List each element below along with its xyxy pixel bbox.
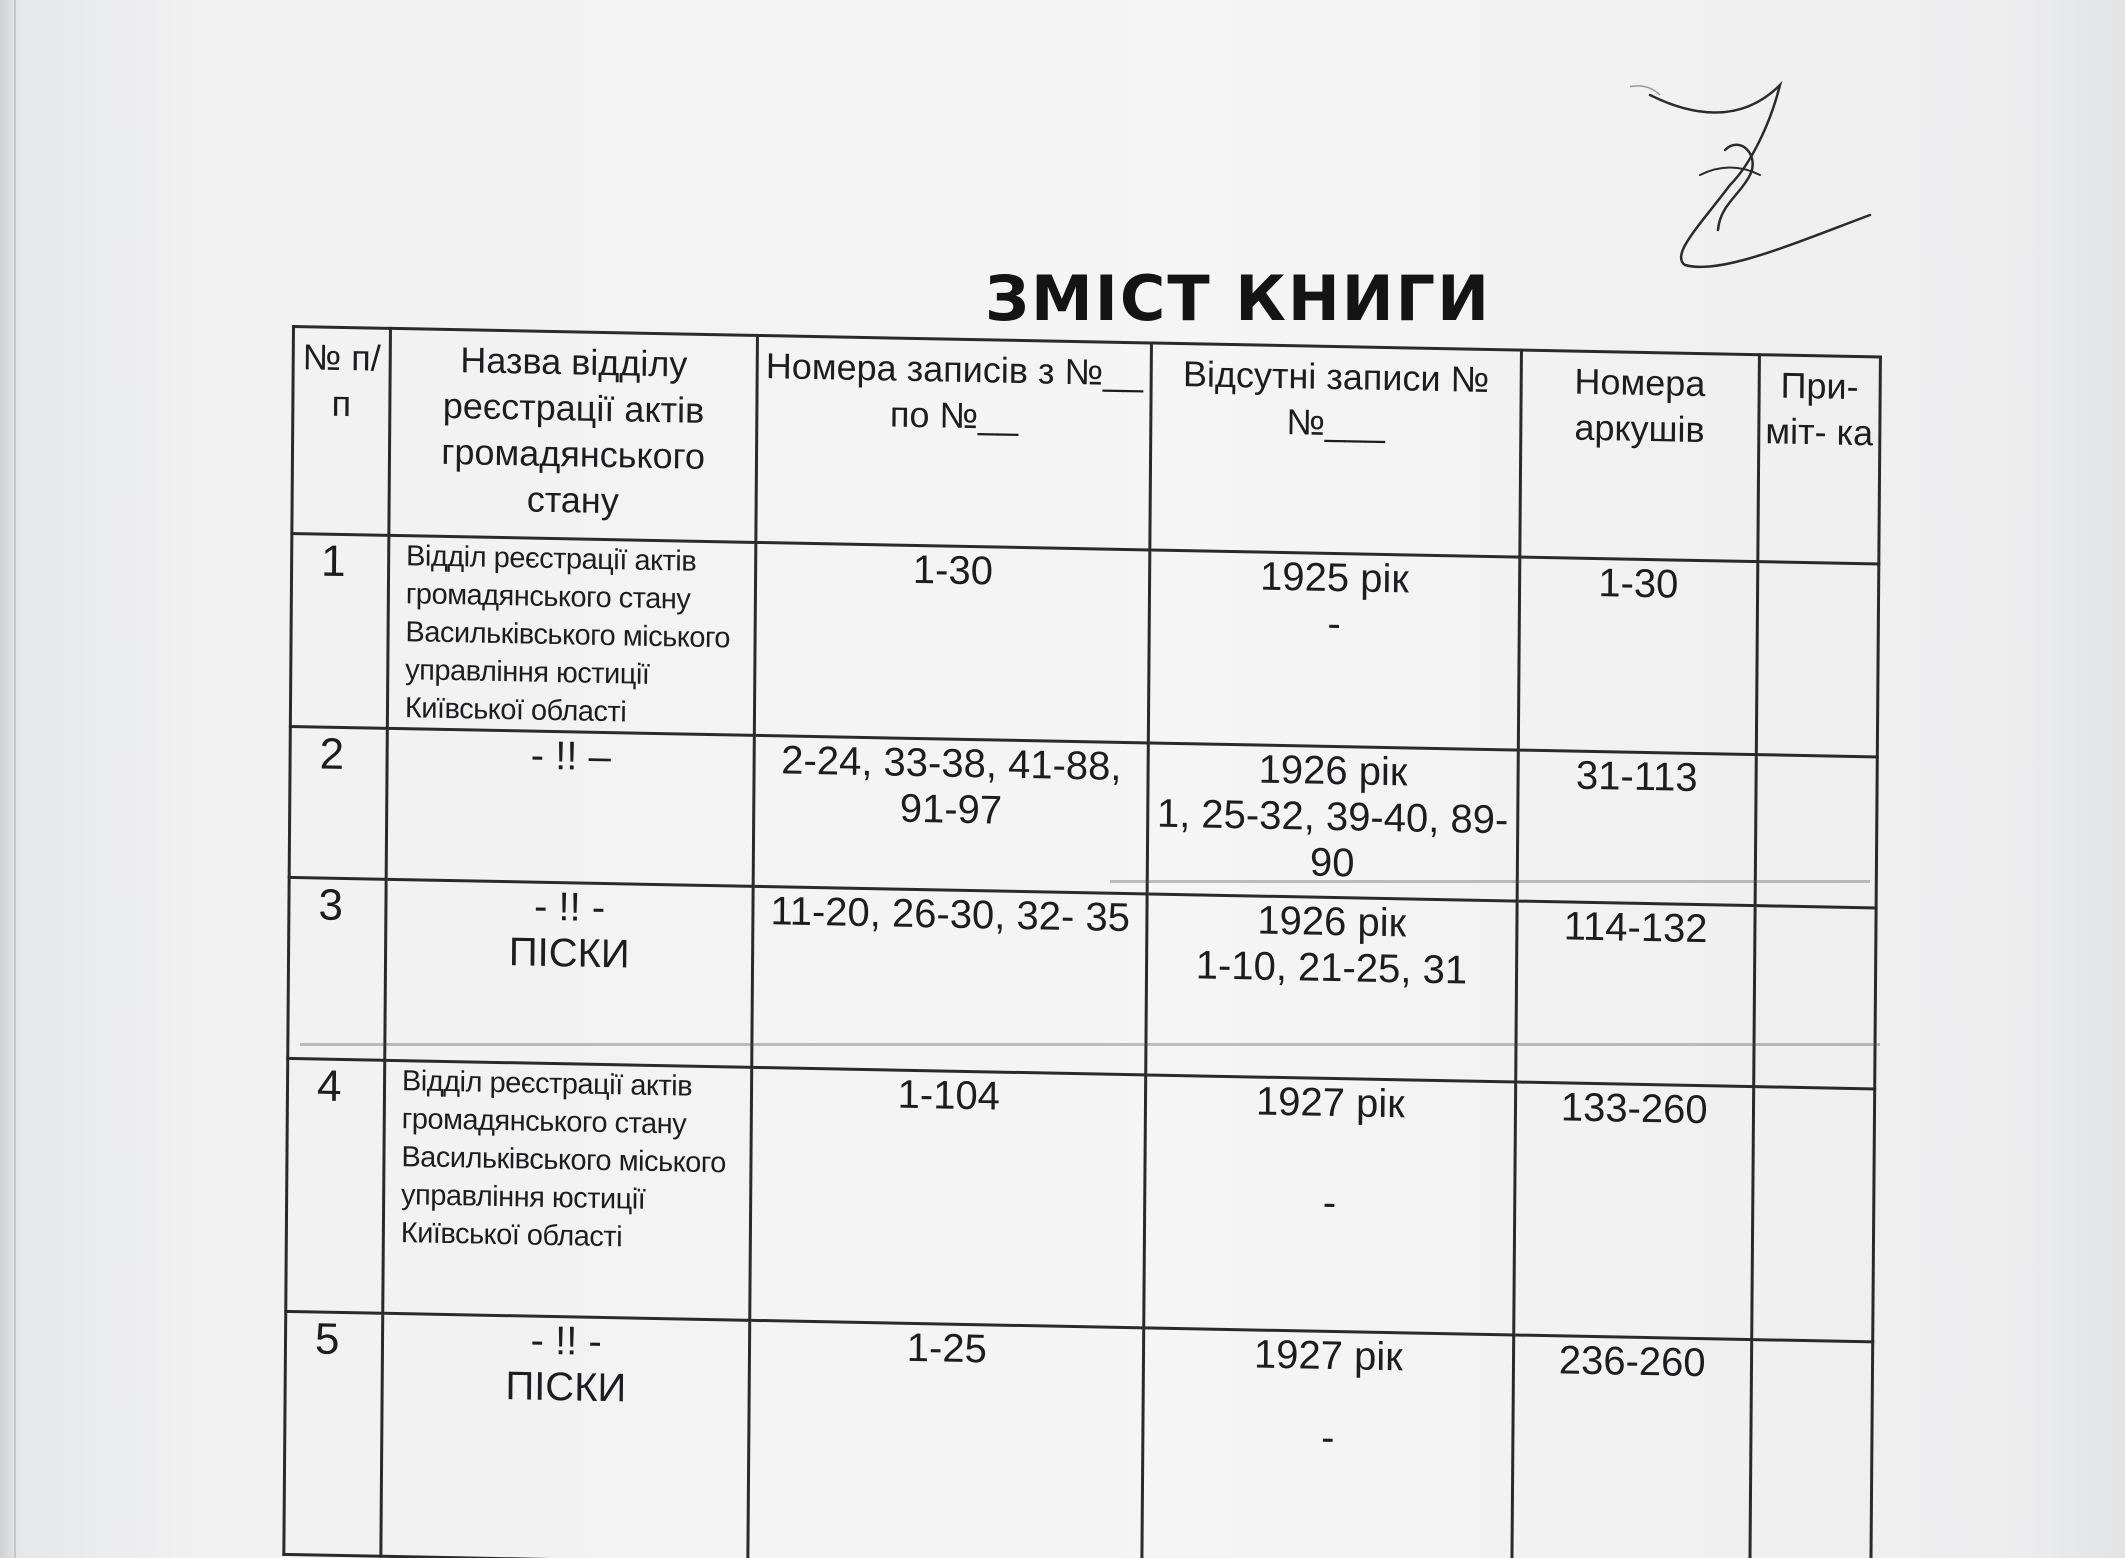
cell-note	[1750, 1340, 1873, 1558]
cell-missing	[1147, 743, 1518, 901]
handwritten-signature	[1630, 55, 1890, 295]
department-place: ПІСКИ	[505, 1364, 627, 1411]
missing-year: 1926 рік	[1257, 898, 1407, 946]
cell-sheets	[1518, 557, 1758, 755]
department-name: Відділ реєстрації актів громадянського стану Васильківського міського управління юстиції Київської області	[400, 1065, 726, 1254]
header-missing: Відсутні записи №№___	[1150, 343, 1521, 557]
cell-records	[748, 1320, 1144, 1558]
cell-name	[385, 879, 754, 1067]
cell-missing	[1146, 894, 1517, 1082]
page-edge-shadow	[14, 0, 16, 1558]
cell-records	[752, 886, 1147, 1075]
record-numbers: 1-104	[897, 1072, 1001, 1119]
missing-records: 1, 25-32, 39-40, 89-90	[1156, 791, 1509, 886]
row-number: 4	[316, 1061, 342, 1111]
cell-note	[1756, 562, 1879, 757]
cell-missing	[1148, 550, 1519, 750]
cell-sheets	[1515, 901, 1755, 1087]
record-numbers: 11-20, 26-30, 32- 35	[770, 889, 1131, 941]
missing-year: 1925 рік	[1259, 554, 1410, 602]
missing-year: 1926 рік	[1258, 747, 1408, 795]
table-row	[284, 1311, 1873, 1558]
cell-note	[1755, 755, 1877, 908]
scan-artifact-line	[300, 1043, 1880, 1046]
department-name: - !! -	[530, 1318, 602, 1364]
record-numbers: 2-24, 33-38, 41-88, 91-97	[781, 738, 1122, 833]
cell-sheets	[1511, 1335, 1751, 1558]
department-name: Відділ реєстрації актів громадянського стану Васильківського міського управління юстиції Київської області	[404, 540, 731, 729]
cell-note	[1754, 906, 1877, 1089]
note	[1755, 1088, 1873, 1090]
cell-name	[387, 535, 756, 735]
missing-records: -	[1320, 1415, 1335, 1461]
cell-num	[288, 877, 386, 1060]
missing-records: -	[1322, 1180, 1337, 1226]
cell-num	[290, 534, 388, 729]
cell-missing	[1144, 1075, 1515, 1335]
department-name: - !! –	[530, 733, 611, 780]
cell-records	[754, 735, 1149, 894]
sheet-numbers: 31-113	[1575, 753, 1698, 800]
note	[1756, 907, 1874, 909]
department-name: - !! -	[533, 884, 606, 931]
sheet-numbers: 133-260	[1560, 1085, 1708, 1133]
cell-records	[750, 1067, 1146, 1328]
note	[1758, 756, 1876, 758]
record-numbers: 1-25	[906, 1325, 987, 1372]
missing-year: 1927 рік	[1255, 1079, 1405, 1127]
header-note: При- міт- ка	[1758, 355, 1881, 564]
header-sheets: Номера аркушів	[1519, 350, 1759, 562]
table-header-row	[292, 327, 1881, 564]
department-place: ПІСКИ	[508, 930, 630, 977]
contents-table-wrapper	[282, 325, 1892, 1558]
row-number: 2	[319, 729, 345, 780]
scan-artifact-line	[1110, 880, 1870, 883]
sheet-numbers: 236-260	[1558, 1338, 1706, 1386]
sheet-numbers: 114-132	[1563, 904, 1708, 952]
missing-year: 1927 рік	[1253, 1332, 1403, 1380]
cell-name	[381, 1313, 750, 1558]
header-num: № п/п	[292, 327, 391, 536]
contents-table	[282, 325, 1882, 1558]
cell-name	[383, 1060, 752, 1320]
missing-records: -	[1327, 601, 1341, 647]
cell-num	[286, 1058, 385, 1313]
cell-records	[755, 542, 1150, 743]
record-numbers: 1-30	[912, 547, 994, 594]
cell-sheets	[1513, 1082, 1753, 1340]
header-records: Номера записів з №__ по №__	[756, 335, 1151, 550]
row-number: 5	[314, 1314, 340, 1364]
cell-num	[289, 726, 387, 879]
row-number: 1	[320, 536, 346, 587]
note	[1759, 563, 1877, 565]
table-row	[286, 1058, 1875, 1341]
table-row	[288, 877, 1876, 1088]
page-title: ЗМІСТ КНИГИ	[985, 262, 1492, 335]
cell-name	[386, 728, 755, 886]
row-number: 3	[318, 880, 344, 930]
sheet-numbers: 1-30	[1598, 561, 1679, 607]
header-name: Назва відділу реєстрації актів громадянського стану	[389, 328, 758, 542]
cell-missing	[1142, 1328, 1513, 1558]
table-row	[290, 534, 1878, 757]
cell-note	[1752, 1087, 1875, 1342]
missing-records: 1-10, 21-25, 31	[1195, 943, 1468, 993]
note	[1753, 1341, 1871, 1343]
cell-num	[284, 1311, 383, 1556]
